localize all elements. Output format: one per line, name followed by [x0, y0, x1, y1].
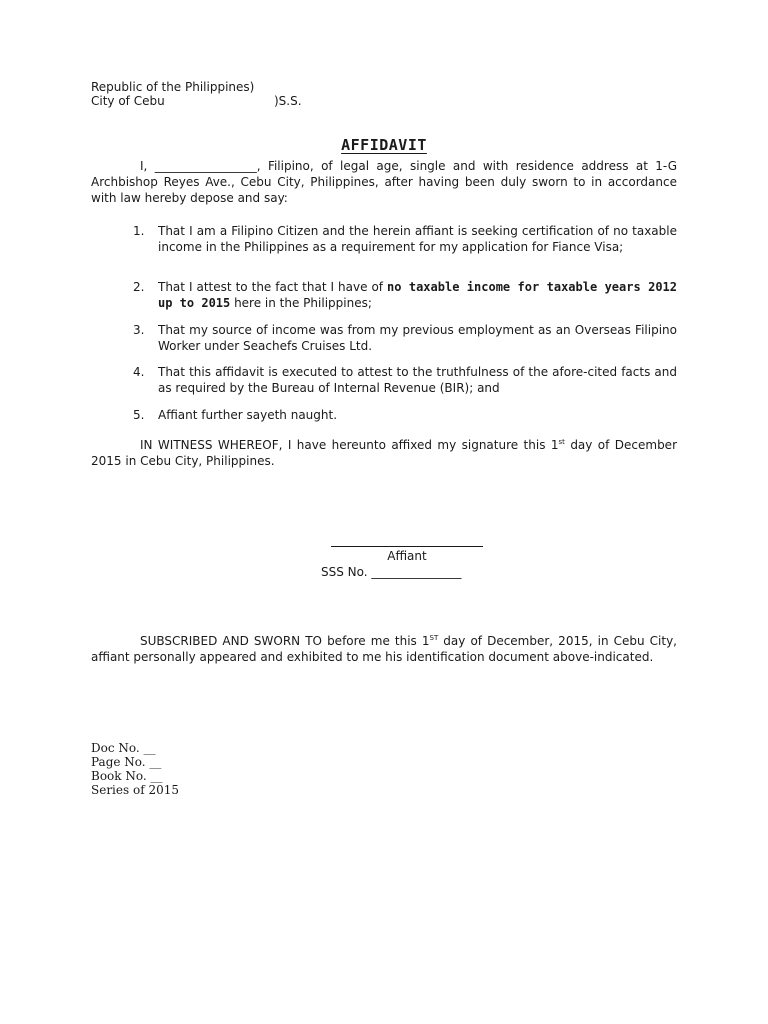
- item-text: That I am a Filipino Citizen and the herein affiant is seeking certification of no taxable income in the Philippines as a requirement for my application for Fiance Visa;: [158, 224, 677, 254]
- venue-city: City of Cebu: [91, 94, 165, 108]
- subscribed-paragraph: [91, 633, 677, 665]
- item-text-part: That I attest to the fact that I have of: [158, 280, 387, 294]
- item-number: 5.: [133, 408, 145, 422]
- page-no: Page No. __: [91, 755, 162, 769]
- item-text-bold: no taxable income for taxable years 2012 up to 2015: [158, 280, 677, 310]
- notary-block: [91, 741, 179, 797]
- item-text: Affiant further sayeth naught.: [158, 408, 338, 422]
- item-number: 4.: [133, 365, 145, 379]
- witness-text-a: IN WITNESS WHEREOF, I have hereunto affixed my signature this 1: [140, 438, 559, 452]
- item-text: That this affidavit is executed to attest to the truthfulness of the afore-cited facts and as required by the Bureau of Internal Revenue (BIR); and: [158, 365, 677, 395]
- subscribed-text-b: day of December, 2015, in Cebu City, affiant personally appeared and exhibited to me his identification document above-indicated.: [91, 634, 678, 664]
- item-text: That my source of income was from my previous employment as an Overseas Filipino Worker under Seachefs Cruises Ltd.: [158, 323, 677, 353]
- sss-number: SSS No. _______________: [321, 565, 462, 579]
- intro-paragraph: [91, 158, 677, 206]
- affiant-label: Affiant: [387, 549, 427, 563]
- subscribed-sup: ST: [429, 634, 439, 642]
- subscribed-text-a: SUBSCRIBED AND SWORN TO before me this 1: [140, 634, 430, 648]
- document-title: AFFIDAVIT: [341, 136, 427, 154]
- doc-no: Doc No. __: [91, 741, 156, 755]
- book-no: Book No. __: [91, 769, 163, 783]
- intro-text: I, _________________, Filipino, of legal age, single and with residence address at 1-G Archbishop Reyes Ave., Cebu City, Philippines, after having been duly sworn to in accordance with law hereby depose and say:: [91, 159, 677, 205]
- item-number: 1.: [133, 224, 145, 238]
- witness-paragraph: [91, 437, 677, 469]
- venue-republic: Republic of the Philippines): [91, 80, 255, 94]
- item-text-part: here in the Philippines;: [230, 295, 372, 310]
- venue-city-row: [91, 94, 302, 108]
- witness-sup: st: [558, 438, 565, 446]
- venue-block: [91, 80, 302, 108]
- series: Series of 2015: [91, 783, 179, 797]
- signature-line: [331, 546, 483, 547]
- witness-text-b: day of December 2015 in Cebu City, Philippines.: [91, 438, 677, 468]
- item-number: 3.: [133, 323, 145, 337]
- item-text: [158, 280, 677, 311]
- venue-ss: )S.S.: [274, 94, 302, 108]
- item-number: 2.: [133, 280, 145, 294]
